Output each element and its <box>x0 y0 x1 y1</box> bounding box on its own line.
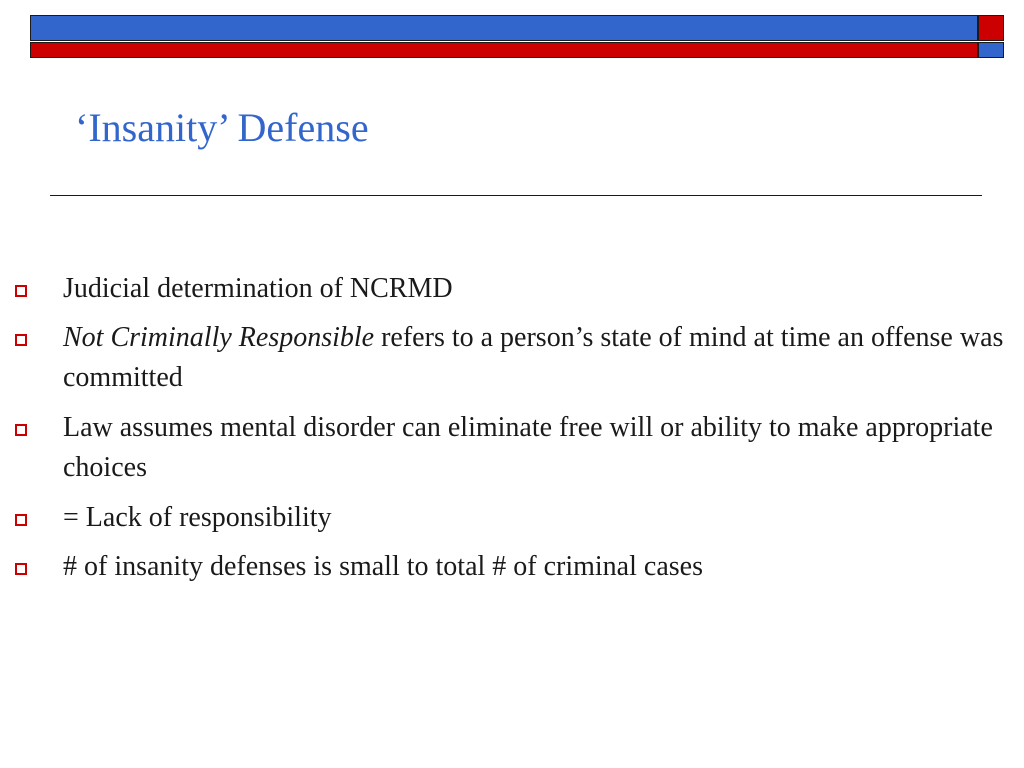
square-bullet-icon <box>15 514 27 526</box>
red-header-bar <box>30 42 978 58</box>
bullet-body-text: = Lack of responsibility <box>63 502 332 533</box>
bullet-body-text: refers to a person’s state of mind at time an offense was committed <box>63 322 1004 393</box>
bullet-text <box>63 547 1013 587</box>
red-corner-square <box>978 15 1004 41</box>
blue-header-bar <box>30 15 978 41</box>
square-bullet-icon <box>15 424 27 436</box>
square-bullet-icon <box>15 285 27 297</box>
bullet-italic-text: Not Criminally Responsible <box>63 322 375 353</box>
blue-corner-square <box>978 42 1004 58</box>
bullet-body-text: # of insanity defenses is small to total # of criminal cases <box>63 551 703 582</box>
header-decoration-bars <box>30 15 1004 59</box>
bullet-text <box>63 498 1013 538</box>
bullet-body-text: Judicial determination of NCRMD <box>63 273 453 304</box>
bullet-text <box>63 318 1013 398</box>
bullet-text <box>63 408 1013 488</box>
slide-title: ‘Insanity’ Defense <box>75 105 369 150</box>
square-bullet-icon <box>15 334 27 346</box>
title-divider <box>50 195 982 196</box>
square-bullet-icon <box>15 563 27 575</box>
bullet-text <box>63 269 1013 309</box>
bullet-body-text: Law assumes mental disorder can eliminate free will or ability to make appropriate choices <box>63 412 993 483</box>
